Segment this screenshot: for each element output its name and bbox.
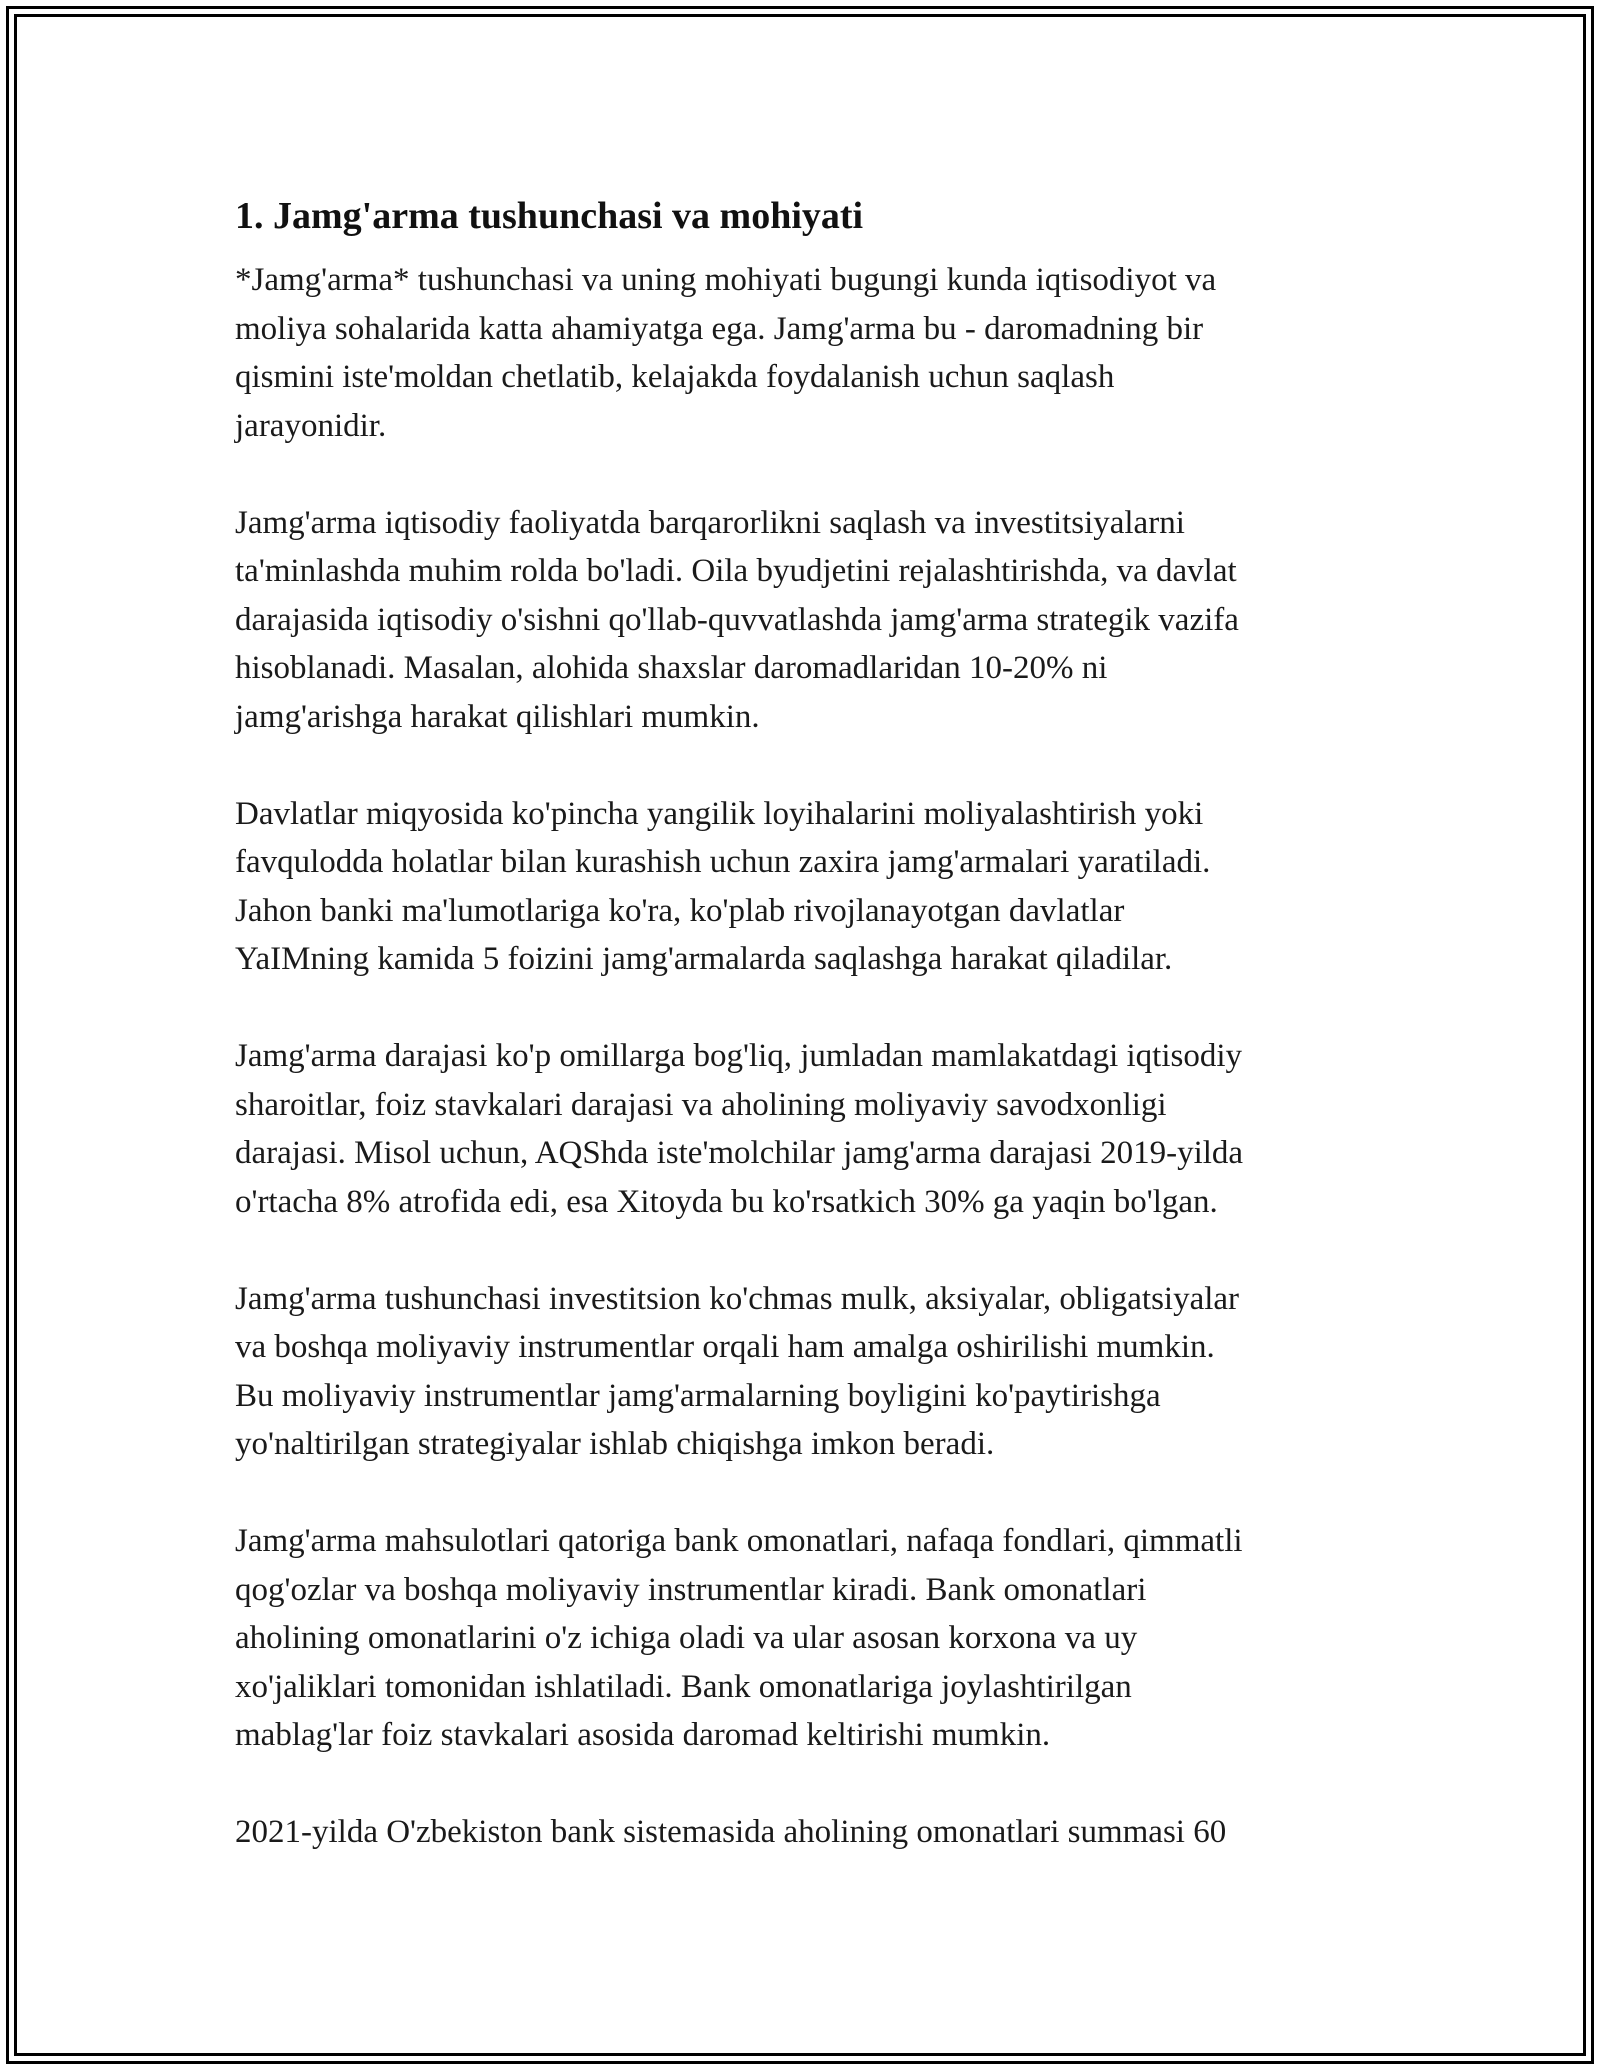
text-line: Jamg'arma darajasi ko'p omillarga bog'liq, jumladan mamlakatdagi iqtisodiy [235,1038,1242,1074]
paragraph-7 [235,1808,1375,1857]
text-line: o'rtacha 8% atrofida edi, esa Xitoyda bu ko'rsatkich 30% ga yaqin bo'lgan. [235,1183,1218,1220]
text-line: aholining omonatlarini o'z ichiga oladi va ular asosan korxona va uy [235,1620,1138,1656]
text-line: mablag'lar foiz stavkalari asosida daromad keltirishi mumkin. [235,1717,1051,1753]
text-line: favqulodda holatlar bilan kurashish uchun zaxira jamg'armalari yaratiladi. [235,844,1211,880]
document-body [235,188,1375,1905]
text-line: Jamg'arma tushunchasi investitsion ko'chmas mulk, aksiyalar, obligatsiyalar [235,1280,1240,1317]
paragraph-4 [235,1032,1375,1226]
text-line: Davlatlar miqyosida ko'pincha yangilik loyihalarini moliyalashtirish yoki [235,795,1204,832]
text-line: Jamg'arma mahsulotlari qatoriga bank omonatlari, nafaqa fondlari, qimmatli [235,1523,1243,1559]
paragraph-5 [235,1275,1375,1469]
text-line: darajasida iqtisodiy o'sishni qo'llab-quvvatlashda jamg'arma strategik vazifa [235,601,1239,638]
text-line: hisoblanadi. Masalan, alohida shaxslar daromadlaridan 10-20% ni [235,650,1108,686]
text-line: *Jamg'arma* tushunchasi va uning mohiyati bugungi kunda iqtisodiyot va [235,262,1217,298]
text-line: 2021-yilda O'zbekiston bank sistemasida aholining omonatlari summasi 60 [235,1814,1227,1850]
text-line: qog'ozlar va boshqa moliyaviy instrumentlar kiradi. Bank omonatlari [235,1571,1147,1608]
paragraph-2 [235,499,1375,742]
paragraph-3 [235,790,1375,984]
text-line: qismini iste'moldan chetlatib, kelajakda foydalanish uchun saqlash [235,359,1115,395]
paragraph-1 [235,256,1375,450]
text-line: Bu moliyaviy instrumentlar jamg'armalarning boyligini ko'paytirishga [235,1377,1161,1414]
text-line: moliya sohalarida katta ahamiyatga ega. Jamg'arma bu - daromadning bir [235,310,1204,347]
text-line: jamg'arishga harakat qilishlari mumkin. [235,698,760,735]
text-line: ta'minlashda muhim rolda bo'ladi. Oila byudjetini rejalashtirishda, va davlat [235,553,1237,589]
text-line: Jahon banki ma'lumotlariga ko'ra, ko'plab rivojlanayotgan davlatlar [235,892,1125,929]
section-heading: 1. Jamg'arma tushunchasi va mohiyati [235,195,864,237]
text-line: xo'jaliklari tomonidan ishlatiladi. Bank omonatlariga joylashtirilgan [235,1668,1132,1705]
text-line: darajasi. Misol uchun, AQShda iste'molchilar jamg'arma darajasi 2019-yilda [235,1135,1244,1171]
text-line: Jamg'arma iqtisodiy faoliyatda barqarorlikni saqlash va investitsiyalarni [235,504,1185,541]
text-line: sharoitlar, foiz stavkalari darajasi va aholining moliyaviy savodxonligi [235,1086,1167,1123]
text-line: jarayonidir. [235,407,387,444]
paragraph-6 [235,1517,1375,1760]
text-line: YaIMning kamida 5 foizini jamg'armalarda saqlashga harakat qiladilar. [235,941,1173,977]
text-line: va boshqa moliyaviy instrumentlar orqali ham amalga oshirilishi mumkin. [235,1329,1215,1365]
text-line: yo'naltirilgan strategiyalar ishlab chiqishga imkon beradi. [235,1426,995,1462]
